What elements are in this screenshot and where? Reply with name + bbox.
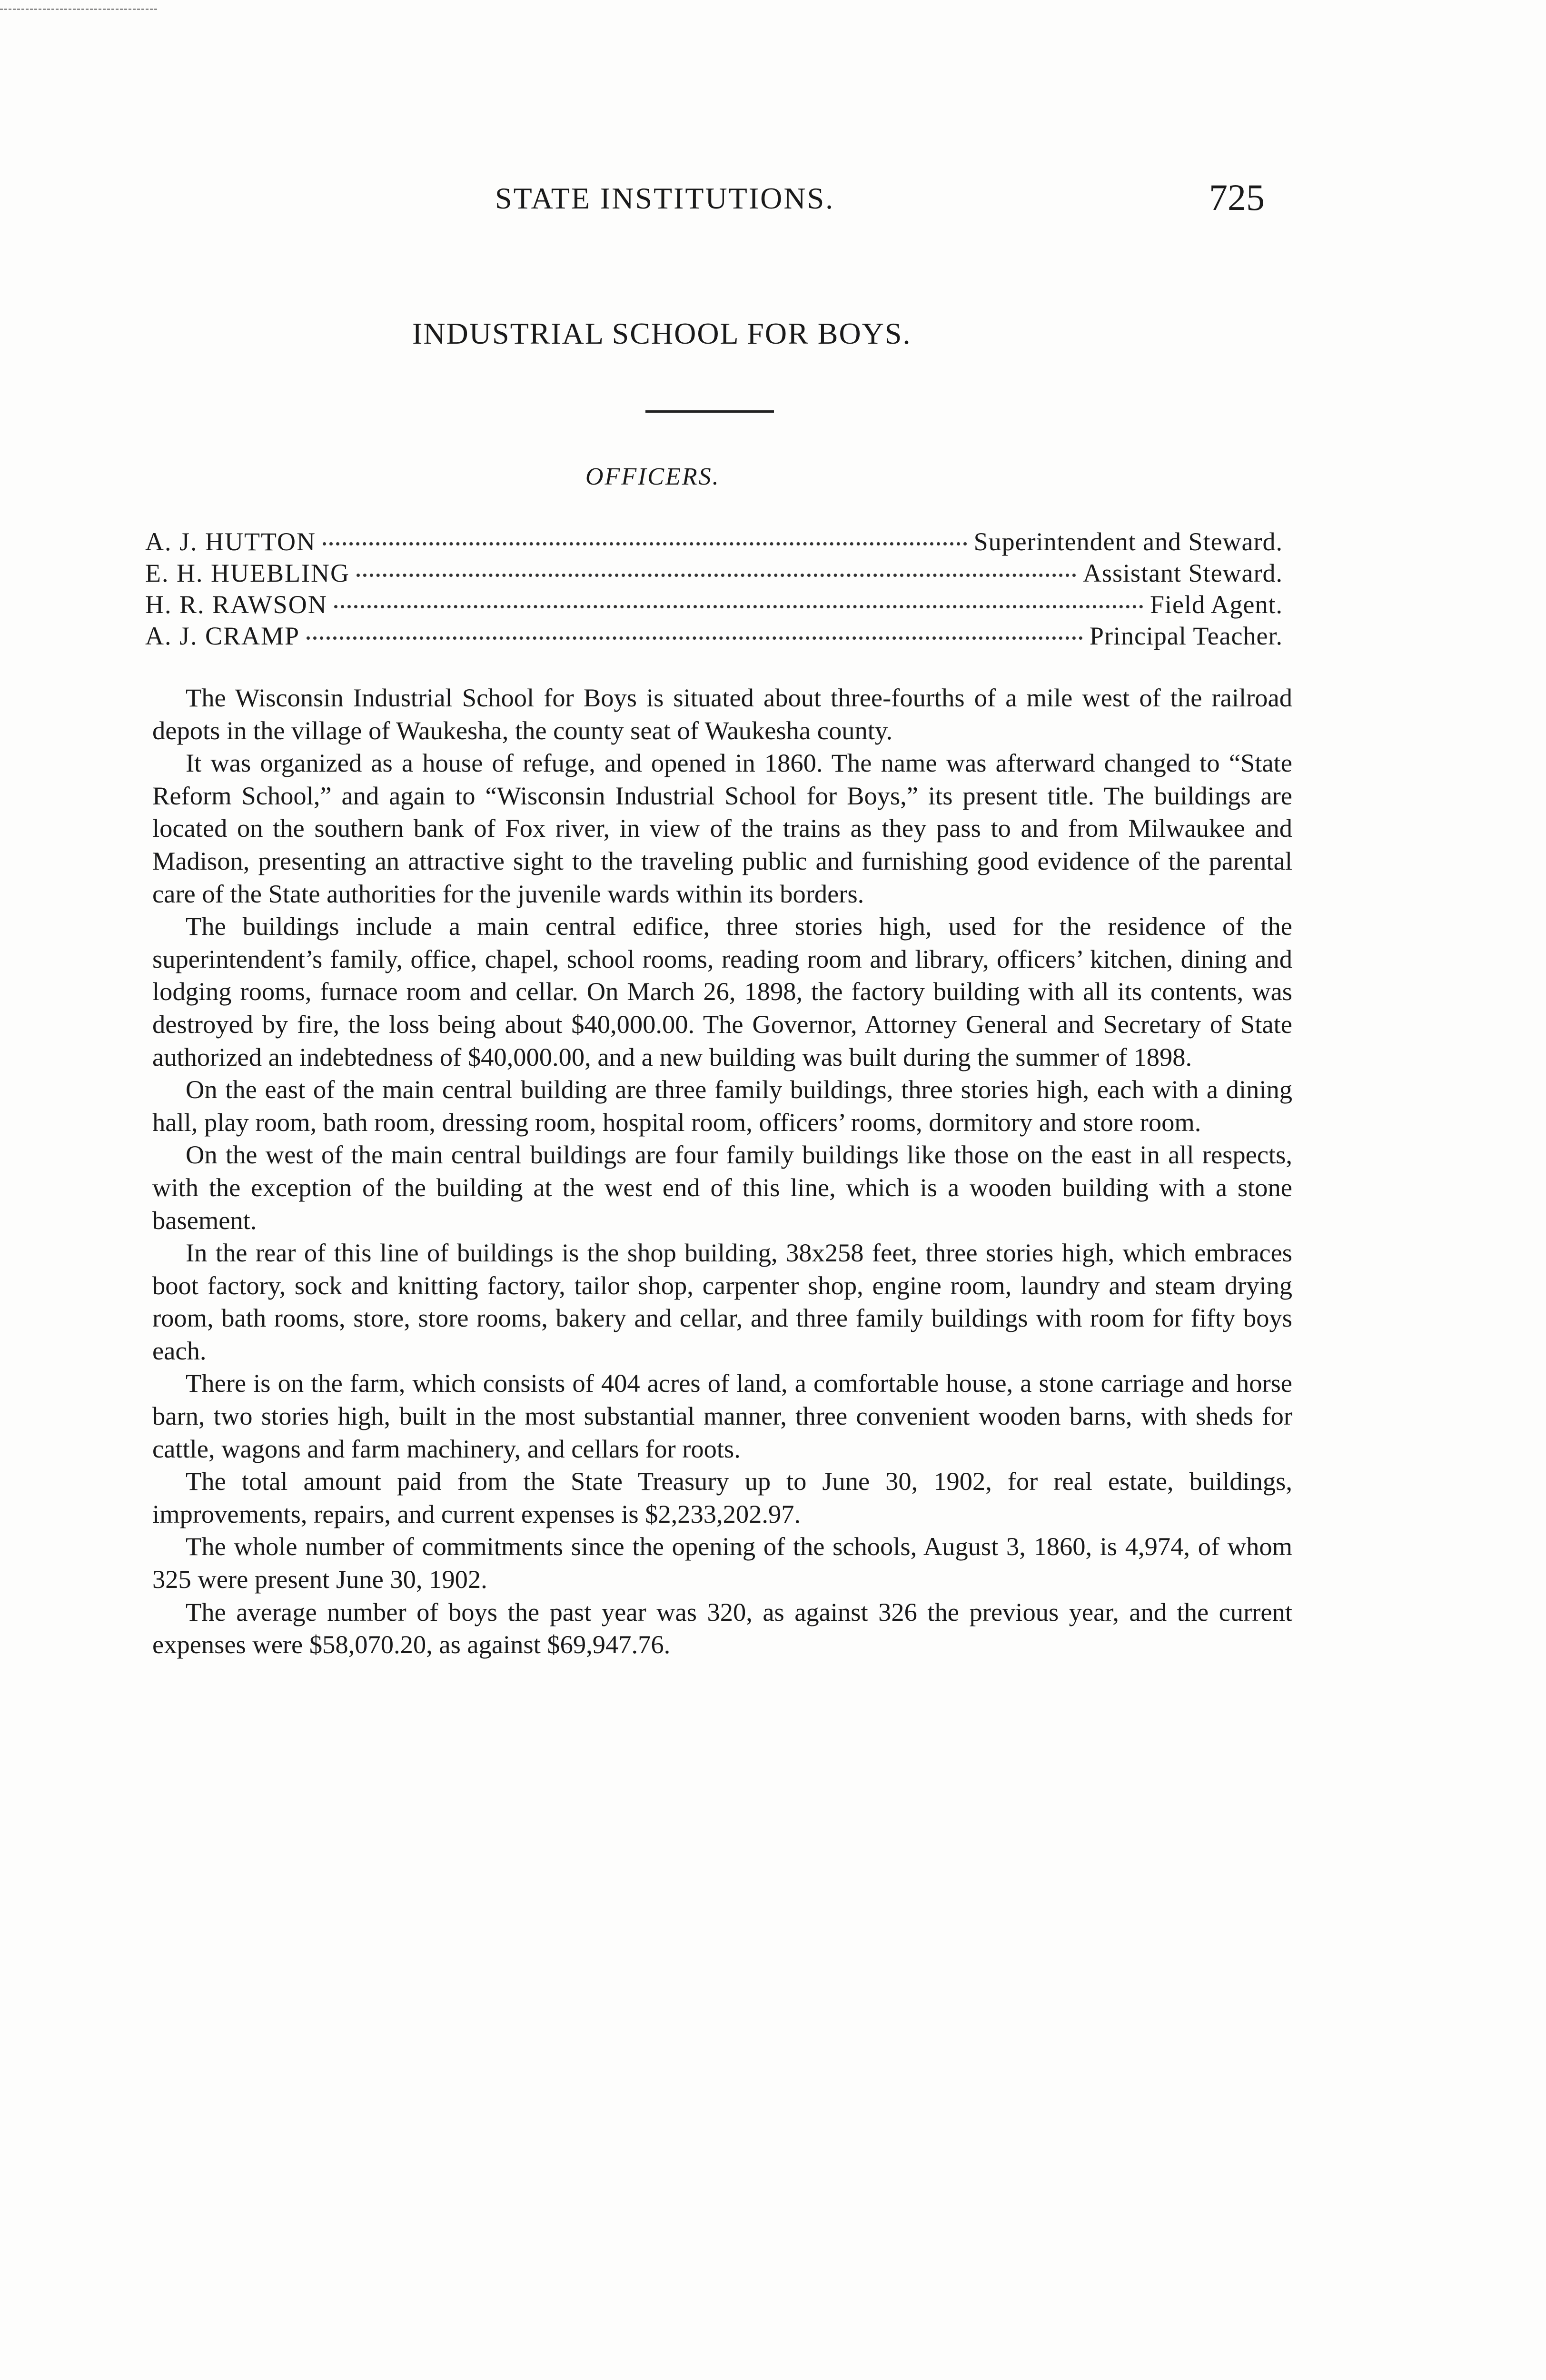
title-divider <box>645 410 774 413</box>
section-title: INDUSTRIAL SCHOOL FOR BOYS. <box>412 317 912 350</box>
officer-name: A. J. CRAMP <box>145 622 300 650</box>
paragraph: It was organized as a house of refuge, and opened in 1860. The name was afterward changed to “State Reform School,” and again to “Wisconsin Industrial School for Boys,” its present title. The buildings are located on the southern bank of Fox river, in view of the trains as they pass to and from Milwaukee and Madison, presenting an attractive sight to the traveling public and furnishing good evidence of the parental care of the State authorities for the juvenile wards within its borders. <box>152 748 1292 908</box>
scan-edge-rule <box>0 9 157 10</box>
leader-dots <box>334 605 1143 608</box>
officer-row <box>145 557 1283 589</box>
officer-row <box>145 526 1283 557</box>
page-number: 725 <box>1209 177 1265 218</box>
running-head: STATE INSTITUTIONS. <box>495 181 835 215</box>
officer-row <box>145 620 1283 652</box>
officers-list <box>145 526 1283 652</box>
paragraph: The Wisconsin Industrial School for Boys is situated about three-fourths of a mile west of the railroad depots in the village of Waukesha, the county seat of Waukesha county. <box>152 683 1292 745</box>
officer-title: Assistant Steward. <box>1083 559 1283 587</box>
officers-heading: OFFICERS. <box>585 463 720 490</box>
paragraph: On the west of the main central buildings are four family buildings like those on the east in all respects, with the exception of the building at the west end of this line, which is a wooden building with a stone basement. <box>152 1140 1292 1235</box>
paragraph: The total amount paid from the State Treasury up to June 30, 1902, for real estate, buildings, improvements, repairs, and current expenses is $2,233,202.97. <box>152 1467 1292 1528</box>
paragraph: The whole number of commitments since the opening of the schools, August 3, 1860, is 4,974, of whom 325 were present June 30, 1902. <box>152 1532 1292 1594</box>
paragraph: The average number of boys the past year was 320, as against 326 the previous year, and the current expenses were $58,070.20, as against $69,947.76. <box>152 1597 1292 1659</box>
leader-dots <box>323 542 967 545</box>
officer-title: Field Agent. <box>1150 590 1283 619</box>
leader-dots <box>357 574 1076 577</box>
officer-title: Superintendent and Steward. <box>973 527 1283 556</box>
officer-title: Principal Teacher. <box>1089 622 1283 650</box>
leader-dots <box>307 636 1083 640</box>
officer-name: H. R. RAWSON <box>145 590 327 619</box>
officer-row <box>145 589 1283 620</box>
paragraph: On the east of the main central building are three family buildings, three stories high, each with a dining hall, play room, bath room, dressing room, hospital room, officers’ rooms, dormitory and store room. <box>152 1075 1292 1137</box>
paragraph: The buildings include a main central edifice, three stories high, used for the residence of the superintendent’s family, office, chapel, school rooms, reading room and library, officers’ kitchen, dining and lodging rooms, furnace room and cellar. On March 26, 1898, the factory building with all its contents, was destroyed by fire, the loss being about $40,000.00. The Governor, Attorney General and Secretary of State authorized an indebtedness of $40,000.00, and a new building was built during the summer of 1898. <box>152 912 1292 1071</box>
officer-name: E. H. HUEBLING <box>145 559 350 587</box>
paragraph: There is on the farm, which consists of 404 acres of land, a comfortable house, a stone carriage and horse barn, two stories high, built in the most substantial manner, three convenient wooden barns, with sheds for cattle, wagons and farm machinery, and cellars for roots. <box>152 1368 1292 1463</box>
body-text <box>152 682 1292 1661</box>
officer-name: A. J. HUTTON <box>145 527 316 556</box>
paragraph: In the rear of this line of buildings is the shop building, 38x258 feet, three stories high, which embraces boot factory, sock and knitting factory, tailor shop, carpenter shop, engine room, laundry and steam drying room, bath rooms, store, store rooms, bakery and cellar, and three family buildings with room for fifty boys each. <box>152 1238 1292 1365</box>
